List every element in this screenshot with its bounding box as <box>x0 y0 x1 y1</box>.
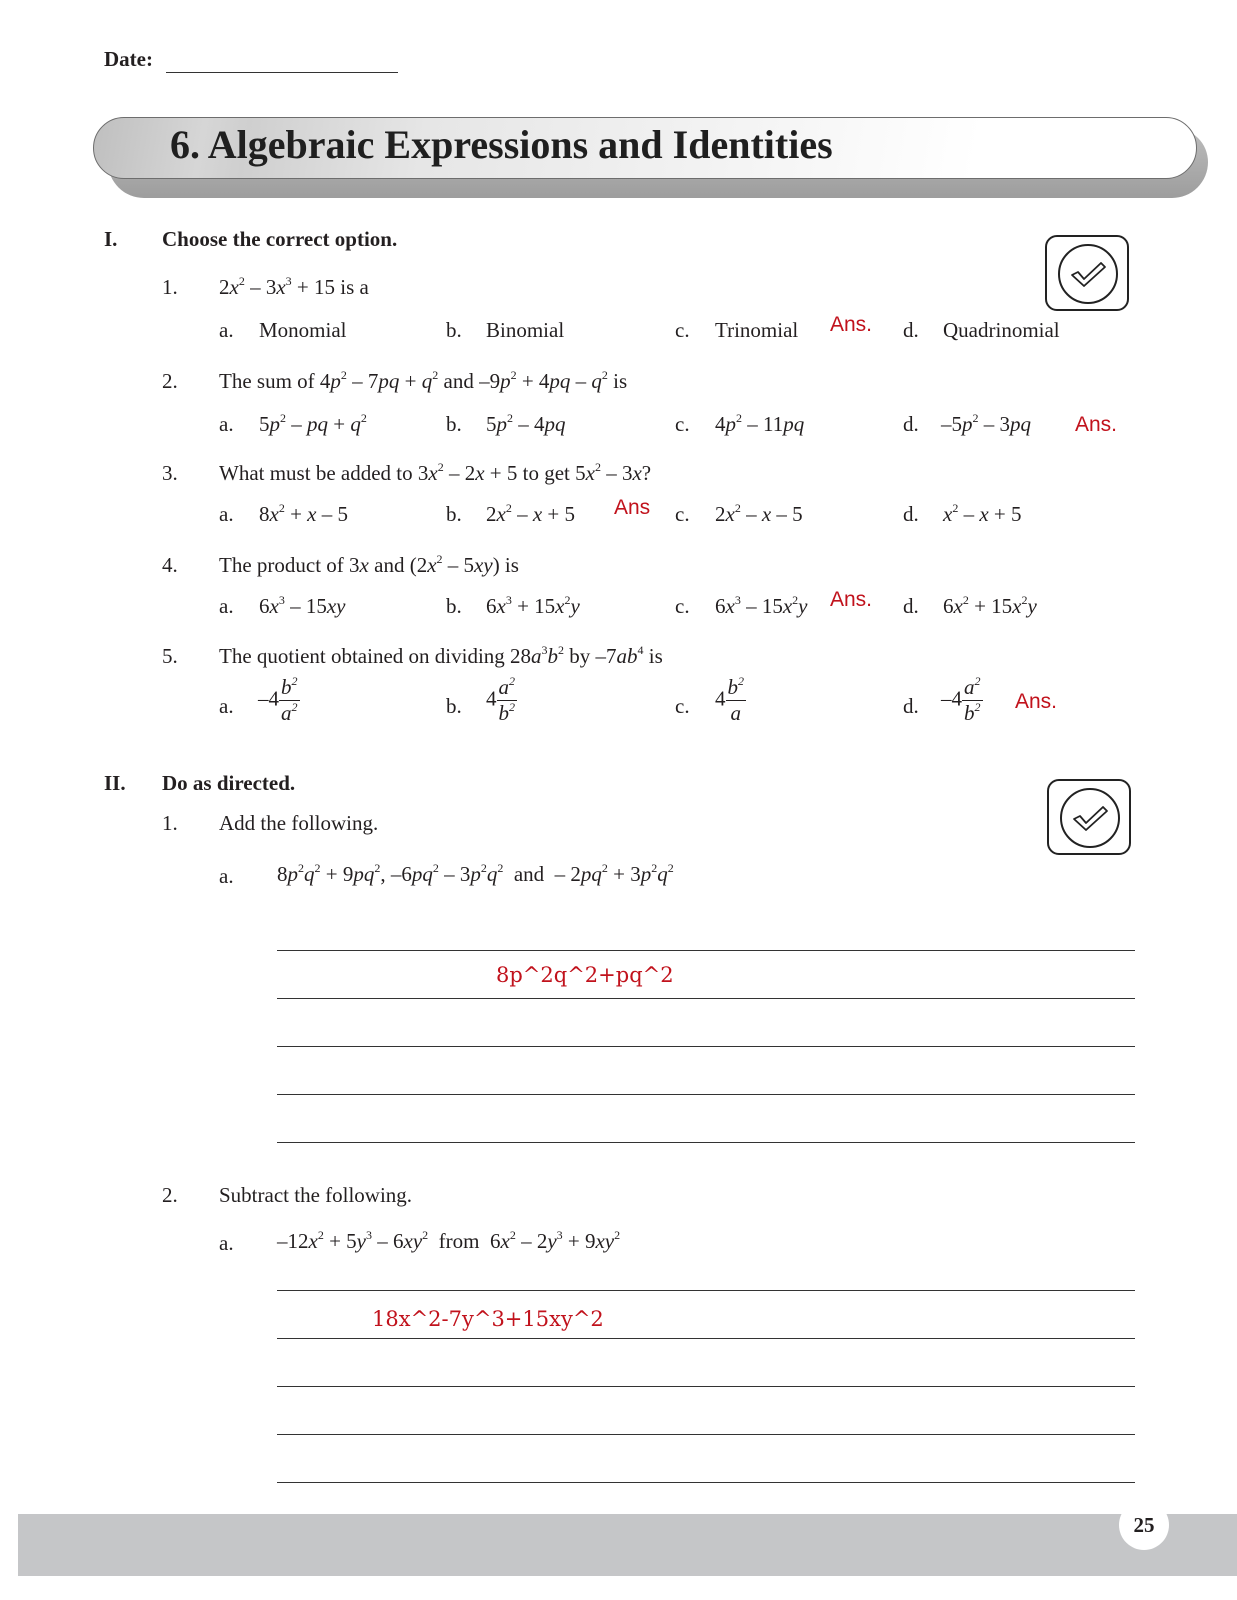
question-number: 1. <box>162 275 178 299</box>
option-letter: b. <box>446 594 462 618</box>
coefficient: 4 <box>486 686 497 711</box>
section-number: I. <box>104 227 118 251</box>
fraction: $\frac{a^2}{b^2}$ <box>964 674 981 725</box>
option-letter: b. <box>446 318 462 342</box>
option-d[interactable]: Quadrinomial <box>943 318 1060 342</box>
option-letter: a. <box>219 594 234 618</box>
question-text: $2x^2 - 3x^3 + 15$ is a <box>219 274 369 299</box>
question-text: The quotient obtained on dividing $28a^3b^2$ by $-7ab^4$ is <box>219 643 663 668</box>
answer-mark: Ans. <box>830 588 873 611</box>
check-answer-box[interactable] <box>1045 235 1129 311</box>
option-letter: b. <box>446 694 462 718</box>
answer-mark: Ans <box>614 496 651 519</box>
circled-check-icon <box>1055 241 1121 307</box>
option-d[interactable] <box>941 674 983 725</box>
question-number: 3. <box>162 461 178 485</box>
fraction: $\frac{b^2}{a}$ <box>727 674 744 725</box>
section-heading: Choose the correct option. <box>162 227 398 251</box>
answer-mark: Ans. <box>830 313 873 336</box>
option-letter: d. <box>903 502 919 526</box>
written-answer[interactable]: 8p^2q^2+pq^2 <box>496 963 674 987</box>
question-number: 4. <box>162 553 178 577</box>
option-letter: d. <box>903 694 919 718</box>
fraction: $\frac{b^2}{a^2}$ <box>281 674 298 725</box>
question-number: 2. <box>162 369 178 393</box>
task-number: 2. <box>162 1183 178 1207</box>
option-d[interactable]: $-5p^2 - 3pq$ <box>941 411 1031 436</box>
option-d[interactable]: $6x^2 + 15x^2y$ <box>943 593 1037 618</box>
expression: $8p^2q^2 + 9pq^2$, $-6pq^2 - 3p^2q^2$ and – $2pq^2 + 3p^2q^2$ <box>277 861 674 886</box>
option-b[interactable]: $5p^2 - 4pq$ <box>486 411 566 436</box>
answer-mark: Ans. <box>1015 690 1058 713</box>
option-a[interactable]: Monomial <box>259 318 347 342</box>
task-instruction: Add the following. <box>219 811 379 835</box>
expression: $-12x^2 + 5y^3 - 6xy^2$ from $6x^2 - 2y^3 + 9xy^2$ <box>277 1228 621 1253</box>
coefficient: –4 <box>941 686 962 711</box>
option-letter: d. <box>903 318 919 342</box>
answer-line[interactable] <box>277 1434 1135 1435</box>
section-heading: Do as directed. <box>162 771 296 795</box>
task-number: 1. <box>162 811 178 835</box>
date-label: Date: <box>104 47 153 71</box>
option-a[interactable]: $8x^2 + x - 5$ <box>259 501 348 526</box>
option-letter: b. <box>446 412 462 436</box>
option-c[interactable]: $2x^2$ – x – 5 <box>715 501 803 526</box>
page-number: 25 <box>1119 1500 1169 1550</box>
answer-line[interactable] <box>277 1290 1135 1291</box>
option-letter: c. <box>675 318 690 342</box>
part-letter: a. <box>219 864 234 888</box>
option-letter: c. <box>675 502 690 526</box>
option-letter: c. <box>675 694 690 718</box>
option-letter: c. <box>675 412 690 436</box>
circled-check-icon <box>1057 785 1123 851</box>
coefficient: –4 <box>258 686 279 711</box>
answer-line[interactable] <box>277 998 1135 999</box>
option-b[interactable]: $2x^2 - x + 5$ <box>486 501 575 526</box>
answer-line[interactable] <box>277 950 1135 951</box>
question-text: The sum of $4p^2 - 7pq + q^2$ and $-9p^2 + 4pq - q^2$ is <box>219 368 628 393</box>
question-text: What must be added to $3x^2 - 2x + 5$ to get $5x^2 - 3x$? <box>219 460 652 485</box>
option-letter: d. <box>903 412 919 436</box>
option-letter: d. <box>903 594 919 618</box>
answer-line[interactable] <box>277 1046 1135 1047</box>
section-number: II. <box>104 771 126 795</box>
option-c[interactable]: $4p^2 - 11pq$ <box>715 411 805 436</box>
answer-line[interactable] <box>277 1338 1135 1339</box>
coefficient: 4 <box>715 686 726 711</box>
chapter-title: 6. Algebraic Expressions and Identities <box>170 122 833 167</box>
answer-line[interactable] <box>277 1094 1135 1095</box>
option-a[interactable]: $6x^3 - 15xy$ <box>259 593 346 618</box>
answer-line[interactable] <box>277 1482 1135 1483</box>
option-c[interactable]: $6x^3 - 15x^2y$ <box>715 593 808 618</box>
option-letter: c. <box>675 594 690 618</box>
option-b[interactable]: $6x^3 + 15x^2y$ <box>486 593 580 618</box>
option-letter: a. <box>219 694 234 718</box>
option-a[interactable]: $5p^2$ – pq + $q^2$ <box>259 411 367 436</box>
question-number: 5. <box>162 644 178 668</box>
option-c[interactable] <box>715 674 746 725</box>
option-b[interactable] <box>486 674 517 725</box>
option-a[interactable] <box>258 674 300 725</box>
option-d[interactable]: $x^2 - x + 5$ <box>943 501 1022 526</box>
question-text: The product of 3x and $(2x^2 - 5xy)$ is <box>219 552 519 577</box>
fraction: $\frac{a^2}{b^2}$ <box>498 674 515 725</box>
option-c[interactable]: Trinomial <box>715 318 799 342</box>
date-input-line[interactable] <box>166 72 398 73</box>
option-letter: b. <box>446 502 462 526</box>
check-answer-box[interactable] <box>1047 779 1131 855</box>
option-b[interactable]: Binomial <box>486 318 565 342</box>
option-letter: a. <box>219 502 234 526</box>
answer-line[interactable] <box>277 1386 1135 1387</box>
part-letter: a. <box>219 1231 234 1255</box>
option-letter: a. <box>219 412 234 436</box>
option-letter: a. <box>219 318 234 342</box>
task-instruction: Subtract the following. <box>219 1183 413 1207</box>
answer-line[interactable] <box>277 1142 1135 1143</box>
answer-mark: Ans. <box>1075 413 1118 436</box>
written-answer[interactable]: 18x^2-7y^3+15xy^2 <box>372 1307 604 1331</box>
footer-bar <box>18 1514 1237 1576</box>
